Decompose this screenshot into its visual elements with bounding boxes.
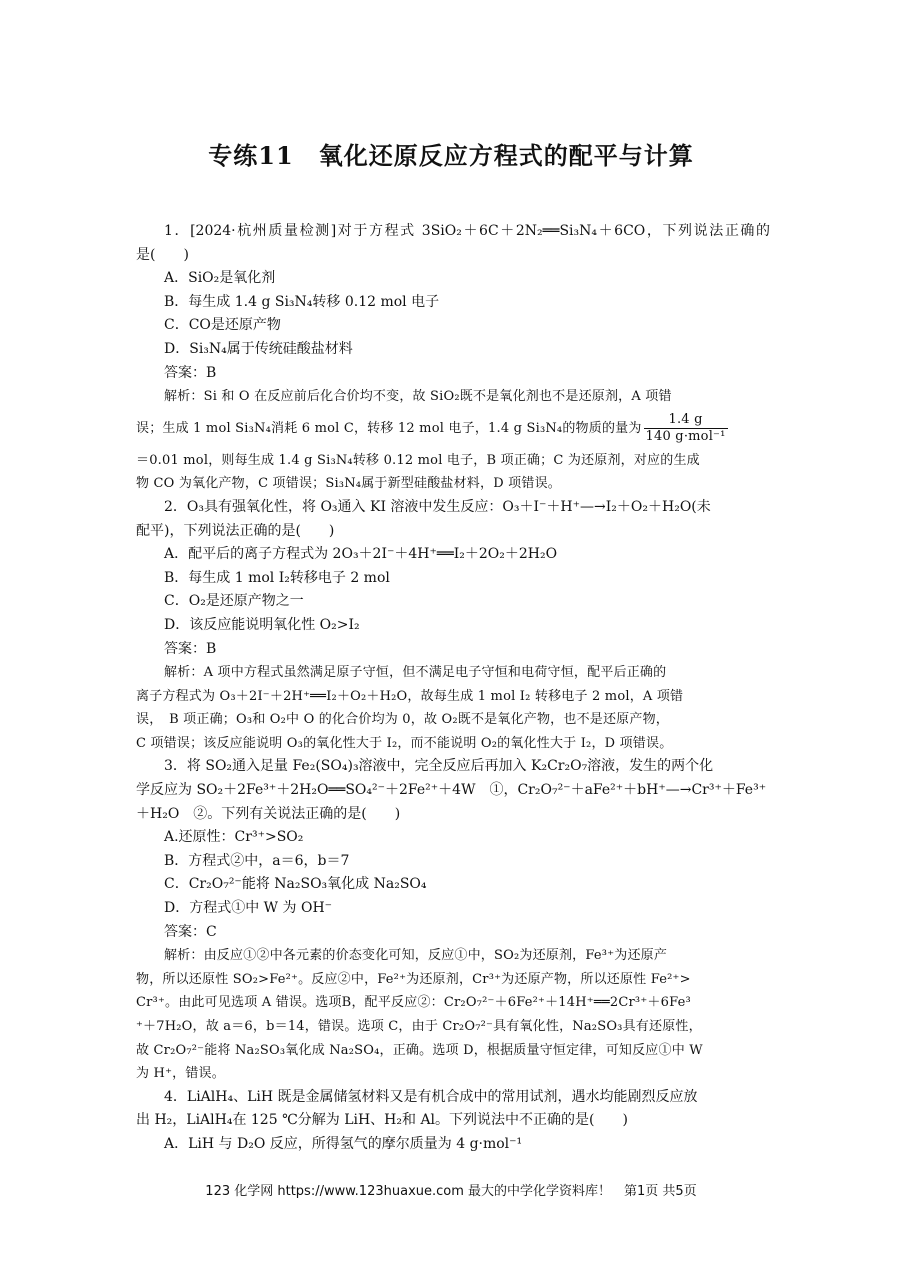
q2-stem-line2: 配平)，下列说法正确的是( ) — [136, 522, 335, 539]
q1-explanation-line4: 物 CO 为氧化产物，C 项错误；Si₃N₄属于新型硅酸盐材料，D 项错误。 — [136, 476, 561, 492]
fraction-denominator: 140 g·mol⁻¹ — [645, 428, 726, 444]
q3-explanation-line4: ⁺＋7H₂O，故 a＝6，b＝14，错误。选项 C，由于 Cr₂O₇²⁻具有氧化性，Na₂SO₃具有还原性， — [136, 1019, 702, 1034]
q1-explanation-line1: 解析：Si 和 O 在反应前后化合价均不变，故 SiO₂既不是氧化剂也不是还原剂，A 项错 — [164, 389, 672, 405]
q3-explanation-line3: Cr³⁺。由此可见选项 A 错误。选项B，配平反应②：Cr₂O₇²⁻＋6Fe²⁺＋14H⁺══2Cr³⁺＋6Fe³ — [136, 995, 691, 1011]
q2-option-b: B．每生成 1 mol I₂转移电子 2 mol — [164, 569, 390, 586]
q3-explanation-line6: 为 H⁺，错误。 — [136, 1066, 225, 1082]
q3-option-b: B．方程式②中，a＝6，b＝7 — [164, 852, 350, 869]
q3-option-a: A.还原性：Cr³⁺>SO₂ — [164, 829, 304, 846]
q4-option-a: A．LiH 与 D₂O 反应，所得氢气的摩尔质量为 4 g·mol⁻¹ — [164, 1135, 523, 1152]
q2-explanation-line3: 误， B 项正确；O₃和 O₂中 O 的化合价均为 0，故 O₂既不是氧化产物，也不是还原产物， — [136, 712, 669, 728]
q1-option-d: D．Si₃N₄属于传统硅酸盐材料 — [164, 340, 353, 357]
fraction-numerator: 1.4 g — [644, 412, 728, 429]
q2-option-a: A．配平后的离子方程式为 2O₃＋2I⁻＋4H⁺══I₂＋2O₂＋2H₂O — [164, 546, 558, 563]
q3-explanation-line5: 故 Cr₂O₇²⁻能将 Na₂SO₃氧化成 Na₂SO₄，正确。选项 D，根据质量守恒定律，可知反应①中 W — [136, 1042, 703, 1058]
q1-option-c: C．CO是还原产物 — [164, 317, 281, 334]
q3-option-c: C．Cr₂O₇²⁻能将 Na₂SO₃氧化成 Na₂SO₄ — [164, 876, 427, 893]
q1-explanation-line3: ＝0.01 mol，则每生成 1.4 g Si₃N₄转移 0.12 mol 电子，B 项正确；C 为还原剂，对应的生成 — [136, 452, 700, 468]
q2-explanation-line2: 离子方程式为 O₃＋2I⁻＋2H⁺══I₂＋O₂＋H₂O，故每生成 1 mol I₂ 转移电子 2 mol，A 项错 — [136, 688, 684, 704]
q1-answer: 答案：B — [164, 364, 217, 381]
q3-option-d: D．方程式①中 W 为 OH⁻ — [164, 900, 333, 917]
page-title: 专练11 氧化还原反应方程式的配平与计算 — [208, 141, 694, 170]
q3-answer: 答案：C — [164, 923, 217, 940]
q3-stem-line3: ＋H₂O ②。下列有关说法正确的是( ) — [136, 805, 401, 822]
q1-stem-line2: 是( ) — [136, 246, 189, 263]
q1-explanation-text: 误；生成 1 mol Si₃N₄消耗 6 mol C，转移 12 mol 电子，1.4 g Si₃N₄的物质的量为 — [136, 420, 642, 436]
q1-explanation-line2 — [136, 409, 770, 449]
q2-answer: 答案：B — [164, 640, 217, 657]
document-body — [136, 220, 770, 1157]
q2-explanation-line4: C 项错误；该反应能说明 O₃的氧化性大于 I₂，而不能说明 O₂的氧化性大于 I₂，D 项错误。 — [136, 735, 673, 751]
page-footer: 123 化学网 https://www.123huaxue.com 最大的中学化学资料库！ 第1页 共5页 — [205, 1184, 697, 1199]
q2-option-c: C．O₂是还原产物之一 — [164, 593, 304, 610]
q1-option-b: B．每生成 1.4 g Si₃N₄转移 0.12 mol 电子 — [164, 293, 440, 310]
q1-option-a: A．SiO₂是氧化剂 — [164, 270, 276, 287]
molar-fraction — [644, 412, 728, 445]
q3-explanation-line1: 解析：由反应①②中各元素的价态变化可知，反应①中，SO₂为还原剂，Fe³⁺为还原产 — [164, 948, 668, 964]
q4-stem-line2: 出 H₂，LiAlH₄在 125 ℃分解为 LiH、H₂和 Al。下列说法中不正确的是( ) — [136, 1112, 628, 1129]
q4-stem-line1: 4．LiAlH₄、LiH 既是金属储氢材料又是有机合成中的常用试剂，遇水均能剧烈反应放 — [164, 1088, 698, 1105]
q2-explanation-line1: 解析：A 项中方程式虽然满足原子守恒，但不满足电子守恒和电荷守恒，配平后正确的 — [164, 665, 667, 681]
q3-explanation-line2: 物，所以还原性 SO₂>Fe²⁺。反应②中，Fe²⁺为还原剂，Cr³⁺为还原产物，所以还原性 Fe²⁺> — [136, 971, 691, 987]
q2-option-d: D．该反应能说明氧化性 O₂>I₂ — [164, 616, 360, 633]
q3-stem-line2: 学反应为 SO₂＋2Fe³⁺＋2H₂O══SO₄²⁻＋2Fe²⁺＋4W ①，Cr₂O₇²⁻＋aFe²⁺＋bH⁺—→Cr³⁺＋Fe³⁺ — [136, 782, 767, 799]
q1-stem-line1: 1．[2024·杭州质量检测]对于方程式 3SiO₂＋6C＋2N₂══Si₃N₄＋6CO，下列说法正确的 — [164, 223, 770, 239]
q3-stem-line1: 3．将 SO₂通入足量 Fe₂(SO₄)₃溶液中，完全反应后再加入 K₂Cr₂O₇溶液，发生的两个化 — [164, 758, 714, 775]
q2-stem-line1: 2．O₃具有强氧化性，将 O₃通入 KI 溶液中发生反应：O₃＋I⁻＋H⁺—→I₂＋O₂＋H₂O(未 — [164, 498, 711, 515]
